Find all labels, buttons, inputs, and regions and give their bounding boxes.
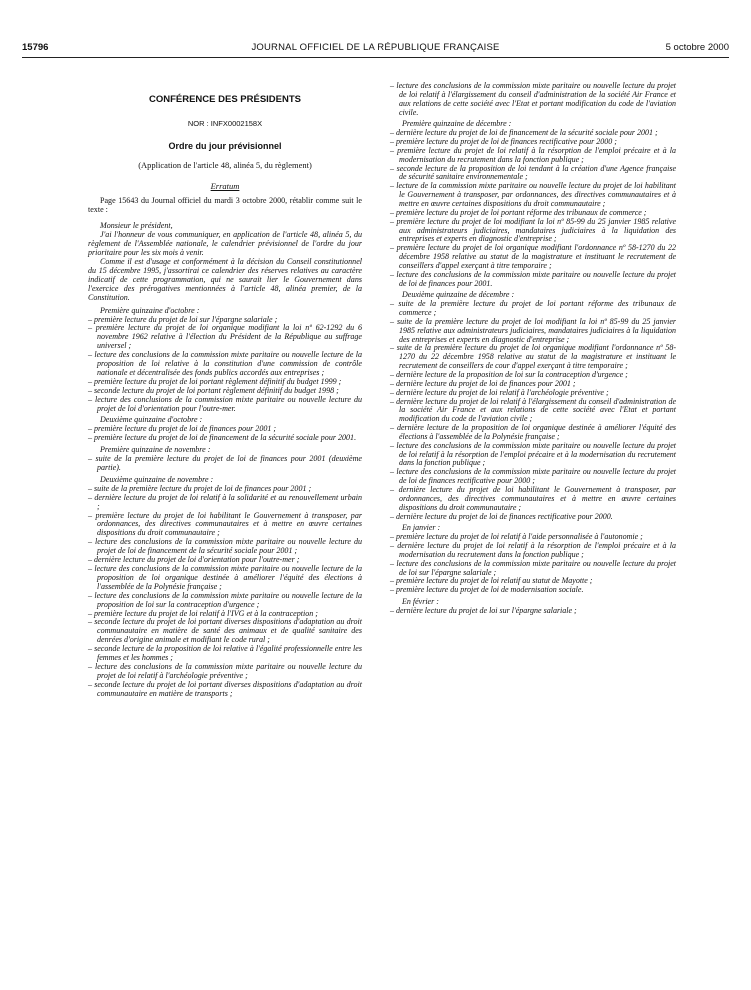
agenda-item: – première lecture du projet de loi de finances pour 2001 ; bbox=[88, 424, 277, 434]
page-number: 15796 bbox=[22, 42, 49, 53]
agenda-item: – première lecture du projet de loi modifiant la loi nº 85-99 du 25 janvier 1985 relative aux administrateurs judiciaires, mandataires judiciaires à la liquidation des entreprises et experts en diagnostic d'entreprise ; bbox=[390, 216, 676, 244]
agenda-item: – première lecture du projet de loi organique modifiant la loi nº 62-1292 du 6 novembre 1962 relative à l'élection du Président de la République au suffrage universel ; bbox=[88, 323, 362, 351]
agenda-item: – lecture des conclusions de la commission mixte paritaire ou nouvelle lecture de la proposition de loi relative à la constitution d'une commission de contrôle nationale et décentralisée des fonds publics accordés aux entreprises ; bbox=[88, 350, 362, 377]
letter-paragraph: J'ai l'honneur de vous communiquer, en application de l'article 48, alinéa 5, du règlement de l'Assemblée nationale, le calendrier prévisionnel de l'ordre du jour prioritaire pour les six mois à venir. bbox=[88, 230, 362, 258]
agenda-item: – première lecture du projet de loi relatif à la résorption de l'emploi précaire et à la modernisation du recrutement dans la fonction publique ; bbox=[390, 145, 676, 164]
agenda-item: – dernière lecture du projet de loi d'orientation pour l'outre-mer ; bbox=[88, 555, 300, 565]
agenda-item: – première lecture du projet de loi habilitant le Gouvernement à transposer, par ordonnances, des directives communautaires et à mettre en œuvre certaines dispositions du droit communautaire ; bbox=[88, 510, 362, 538]
agenda-item: – première lecture du projet de loi portant règlement définitif du budget 1999 ; bbox=[88, 376, 342, 386]
agenda-period-title: Première quinzaine d'octobre : bbox=[100, 305, 200, 315]
agenda-item: – dernière lecture de la proposition de loi organique destinée à améliorer l'équité des élections à l'assemblée de la Polynésie française ; bbox=[390, 423, 676, 441]
agenda-item: – suite de la première lecture du projet de loi modifiant la loi nº 85-99 du 25 janvier 1985 relative aux administrateurs judiciaires, mandataires judiciaires à la liquidation des entreprises et experts en diagnostic d'entreprise ; bbox=[390, 316, 676, 344]
agenda-item: – dernière lecture de la proposition de loi sur la contraception d'urgence ; bbox=[390, 370, 628, 379]
agenda-item: – première lecture du projet de loi de finances rectificative pour 2000 ; bbox=[390, 137, 617, 147]
page-header bbox=[22, 42, 729, 56]
agenda-item: – lecture des conclusions de la commission mixte paritaire ou nouvelle lecture du projet de loi sur l'épargne salariale ; bbox=[390, 558, 676, 577]
left-column bbox=[88, 88, 362, 699]
agenda-item: – lecture des conclusions de la commission mixte paritaire ou nouvelle lecture du projet de loi de financement de la sécurité sociale pour 2001 ; bbox=[88, 537, 362, 556]
agenda-item: – lecture des conclusions de la commission mixte paritaire ou nouvelle lecture du projet de loi relatif à la résorption de l'emploi précaire et à la modernisation du recrutement dans la fonction publique ; bbox=[390, 440, 676, 468]
agenda-item: – seconde lecture de la proposition de loi tendant à la création d'une Agence française de sécurité sanitaire environnementale ; bbox=[390, 163, 676, 182]
agenda-item: – dernière lecture du projet de loi relatif à l'archéologie préventive ; bbox=[390, 387, 609, 397]
agenda-item: – seconde lecture de la proposition de loi relative à l'égalité professionnelle entre les femmes et les hommes ; bbox=[88, 644, 362, 663]
agenda-period-title: En janvier : bbox=[402, 523, 441, 533]
agenda-item: – dernière lecture du projet de loi relatif à la solidarité et au renouvellement urbain ; bbox=[88, 492, 362, 511]
agenda-item: – suite de la première lecture du projet de loi organique modifiant l'ordonnance nº 58-1270 du 22 décembre 1958 relative au statut de la magistrature et instituant le recrutement de conseillers de cour d'appel exerçant à titre temporaire ; bbox=[390, 343, 676, 371]
agenda-item: – première lecture du projet de loi de financement de la sécurité sociale pour 2001. bbox=[88, 433, 357, 443]
agenda-period-title: En février : bbox=[402, 597, 439, 607]
agenda-sections bbox=[390, 82, 676, 616]
agenda-item: – lecture des conclusions de la commission mixte paritaire ou nouvelle lecture du projet de loi d'orientation pour l'outre-mer. bbox=[88, 394, 362, 413]
agenda-item: – lecture des conclusions de la commission mixte paritaire ou nouvelle lecture du projet de loi de finances rectificative pour 2000 ; bbox=[390, 467, 676, 486]
right-column bbox=[390, 82, 676, 616]
agenda-item: – dernière lecture du projet de loi habilitant le Gouvernement à transposer, par ordonnances, des directives communautaires et à mettre en œuvre certaines dispositions du droit communautaire ; bbox=[390, 484, 676, 512]
agenda-item: – première lecture du projet de loi portant réforme des tribunaux de commerce ; bbox=[390, 207, 647, 217]
agenda-item: – lecture des conclusions de la commission mixte paritaire ou nouvelle lecture du projet de loi relatif à l'archéologie préventive ; bbox=[88, 661, 362, 680]
erratum-label: Erratum bbox=[210, 180, 240, 191]
journal-title: JOURNAL OFFICIEL DE LA RÉPUBLIQUE FRANÇAISE bbox=[251, 42, 500, 53]
agenda-item: – lecture de la commission mixte paritaire ou nouvelle lecture du projet de loi habilitant le Gouvernement à transposer, par ordonnances, des directives communautaires et à mettre en œuvre certaines dispositions du droit communautaire ; bbox=[390, 181, 676, 208]
erratum-text: Page 15643 du Journal officiel du mardi 3 octobre 2000, rétablir comme suit le texte : bbox=[88, 195, 362, 214]
agenda-item: – première lecture du projet de loi relatif au statut de Mayotte ; bbox=[390, 576, 593, 586]
agenda-item: – dernière lecture du projet de loi relatif à la résorption de l'emploi précaire et à la modernisation du recrutement dans la fonction publique ; bbox=[390, 541, 676, 559]
issue-date: 5 octobre 2000 bbox=[665, 42, 729, 53]
agenda-item: – seconde lecture du projet de loi portant règlement définitif du budget 1998 ; bbox=[88, 385, 339, 395]
agenda-item: – lecture des conclusions de la commission mixte paritaire ou nouvelle lecture de la proposition de loi sur la contraception d'urgence ; bbox=[88, 590, 362, 609]
agenda-period-title: Première quinzaine de décembre : bbox=[402, 119, 512, 129]
agenda-sections bbox=[88, 307, 362, 699]
agenda-item: – dernière lecture du projet de loi de finances rectificative pour 2000. bbox=[390, 511, 613, 521]
agenda-item: – suite de la première lecture du projet de loi de finances pour 2001 ; bbox=[88, 483, 312, 493]
agenda-item: – suite de la première lecture du projet de loi portant réforme des tribunaux de commerce ; bbox=[390, 299, 676, 318]
section-heading: CONFÉRENCE DES PRÉSIDENTS bbox=[148, 94, 302, 105]
letter-paragraph: Comme il est d'usage et conformément à la décision du Conseil constitutionnel du 15 décembre 1995, j'assortirai ce calendrier des réserves relatives au caractère indicatif de cette programmation, qui ne saurait lier le Gouvernement dans l'exercice des prérogatives mentionnées à l'article 48, alinéa premier, de la Constitution. bbox=[88, 257, 362, 302]
agenda-period-title: Deuxième quinzaine de novembre : bbox=[100, 474, 214, 484]
salutation: Monsieur le président, bbox=[100, 221, 173, 231]
nor-reference: NOR : INFX0002158X bbox=[187, 119, 263, 128]
agenda-item: – première lecture du projet de loi relatif à l'IVG et à la contraception ; bbox=[88, 608, 318, 618]
agenda-period-title: Deuxième quinzaine de décembre : bbox=[402, 290, 515, 300]
agenda-item: – dernière lecture du projet de loi de finances pour 2001 ; bbox=[390, 378, 576, 388]
agenda-item: – lecture des conclusions de la commission mixte paritaire ou nouvelle lecture de la proposition de loi organique destinée à améliorer l'équité des élections à l'assemblée de la Polynésie française ; bbox=[88, 563, 362, 591]
agenda-item: – première lecture du projet de loi organique modifiant l'ordonnance nº 58-1270 du 22 décembre 1958 relative au statut de la magistrature et instituant le recrutement de conseillers d'appel exerçant à titre temporaire ; bbox=[390, 243, 676, 270]
agenda-item: – première lecture du projet de loi relatif à l'aide personnalisée à l'autonomie ; bbox=[390, 532, 643, 542]
agenda-item: – seconde lecture du projet de loi portant diverses dispositions d'adaptation au droit communautaire en matière de transports ; bbox=[88, 679, 362, 698]
agenda-item: – première lecture du projet de loi de modernisation sociale. bbox=[390, 585, 584, 595]
agenda-item: – première lecture du projet de loi sur l'épargne salariale ; bbox=[88, 314, 278, 324]
agenda-period-title: Première quinzaine de novembre : bbox=[100, 445, 211, 455]
header-rule bbox=[22, 57, 729, 58]
agenda-title: Ordre du jour prévisionnel bbox=[168, 140, 282, 151]
agenda-item: – dernière lecture du projet de loi sur l'épargne salariale ; bbox=[390, 605, 577, 615]
agenda-item: – dernière lecture du projet de loi relatif à l'élargissement du conseil d'administration de la société Air France et aux relations de cette société avec l'Etat et portant modification du code de l'aviation civile ; bbox=[390, 396, 676, 424]
agenda-item: – suite de la première lecture du projet de loi de finances pour 2001 (deuxième partie). bbox=[88, 454, 362, 472]
agenda-item: – dernière lecture du projet de loi de financement de la sécurité sociale pour 2001 ; bbox=[390, 128, 658, 138]
application-note: (Application de l'article 48, alinéa 5, du règlement) bbox=[138, 159, 312, 170]
agenda-period-title: Deuxième quinzaine d'octobre : bbox=[100, 415, 203, 425]
agenda-item: – lecture des conclusions de la commission mixte paritaire ou nouvelle lecture du projet de loi relatif à l'élargissement du conseil d'administration de la société Air France et aux relations de cette société avec l'Etat et portant modification du code de l'aviation civile. bbox=[390, 81, 676, 117]
agenda-item: – lecture des conclusions de la commission mixte paritaire ou nouvelle lecture du projet de loi de finances pour 2001. bbox=[390, 269, 676, 288]
agenda-item: – seconde lecture du projet de loi portant diverses dispositions d'adaptation au droit communautaire en matière de santé des animaux et de qualité sanitaire des denrées d'origine animale et modifiant le code rural ; bbox=[88, 617, 362, 645]
